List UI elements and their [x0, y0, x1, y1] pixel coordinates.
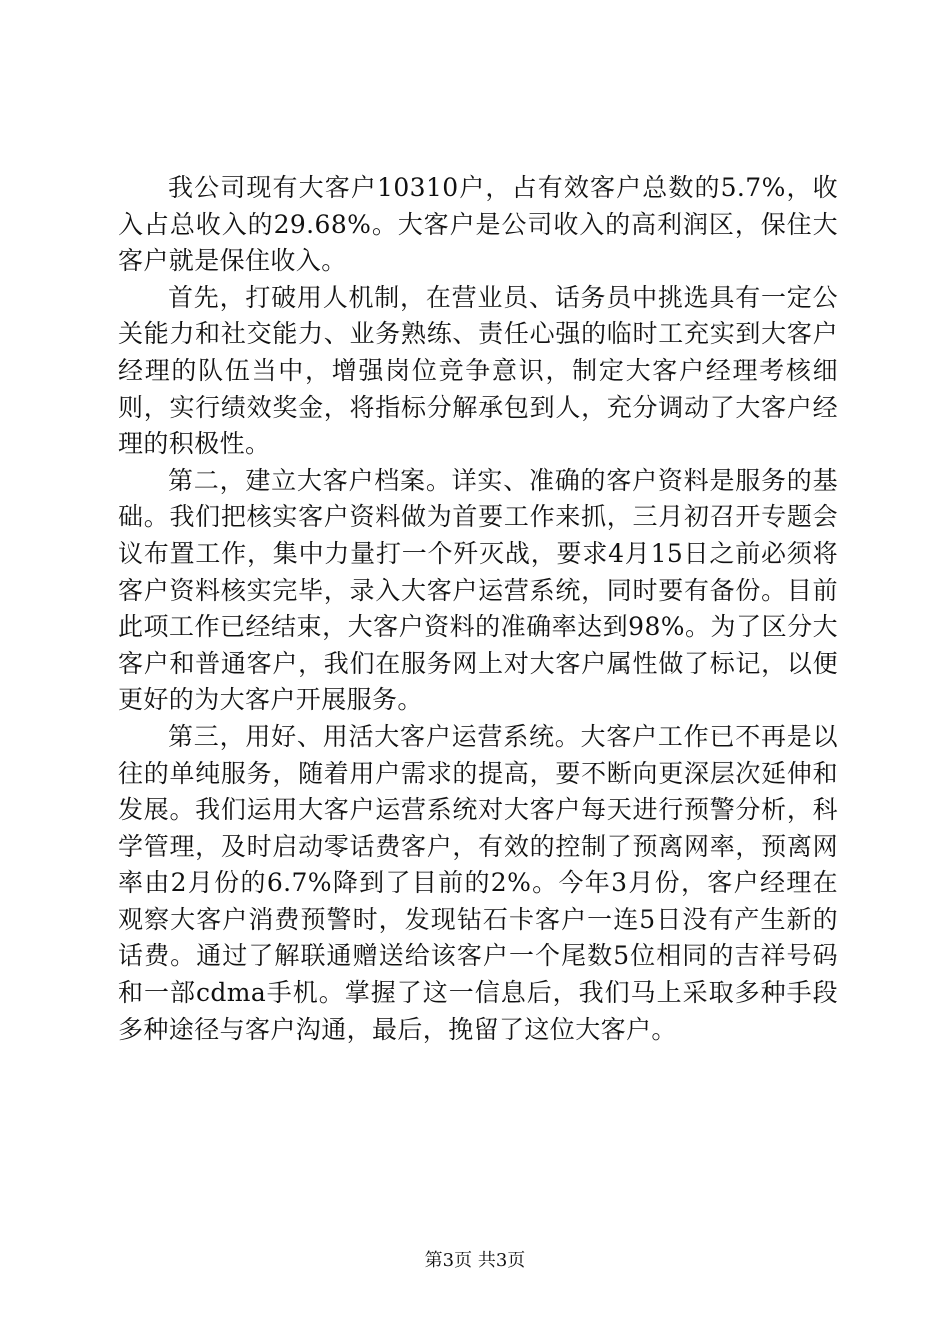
paragraph-first: 首先，打破用人机制，在营业员、话务员中挑选具有一定公关能力和社交能力、业务熟练、责任心强的临时工充实到大客户经理的队伍当中，增强岗位竞争意识，制定大客户经理考核细则，实行绩效奖金，将指标分解承包到人，充分调动了大客户经理的积极性。: [118, 282, 838, 459]
page-footer: 第3页 共3页: [424, 1250, 526, 1271]
document-body: [118, 170, 838, 1048]
paragraph-third: 第三，用好、用活大客户运营系统。大客户工作已不再是以往的单纯服务，随着用户需求的提高，要不断向更深层次延伸和发展。我们运用大客户运营系统对大客户每天进行预警分析，科学管理，及时启动零话费客户，有效的控制了预离网率，预离网率由2月份的6.7%降到了目前的2%。今年3月份，客户经理在观察大客户消费预警时，发现钻石卡客户一连5日没有产生新的话费。通过了解联通赠送给该客户一个尾数5位相同的吉祥号码和一部cdma手机。掌握了这一信息后，我们马上采取多种手段多种途径与客户沟通，最后，挽留了这位大客户。: [118, 721, 838, 1044]
paragraph-second: 第二，建立大客户档案。详实、准确的客户资料是服务的基础。我们把核实客户资料做为首要工作来抓，三月初召开专题会议布置工作，集中力量打一个歼灭战，要求4月15日之前必须将客户资料核实完毕，录入大客户运营系统，同时要有备份。目前此项工作已经结束，大客户资料的准确率达到98%。为了区分大客户和普通客户，我们在服务网上对大客户属性做了标记，以便更好的为大客户开展服务。: [118, 465, 838, 715]
paragraph-intro: 我公司现有大客户10310户，占有效客户总数的5.7%，收入占总收入的29.68%。大客户是公司收入的高利润区，保住大客户就是保住收入。: [118, 173, 838, 276]
